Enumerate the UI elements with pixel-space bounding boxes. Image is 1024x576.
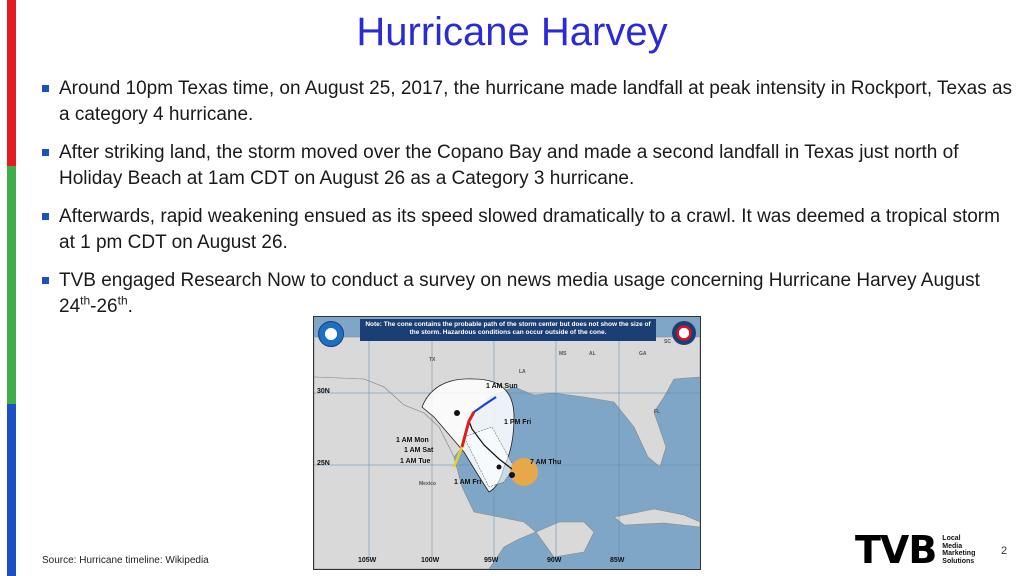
label-mexico: Mexico [419, 481, 436, 487]
noaa-logo-icon [318, 321, 344, 347]
label-1am-fri: 1 AM Fri [454, 479, 482, 486]
bullet-square-icon [42, 213, 49, 220]
bullet-text-mid: -26 [90, 296, 118, 317]
side-bar-green [7, 166, 16, 404]
bullet-text: Around 10pm Texas time, on August 25, 2017, the hurricane made landfall at peak intensity in Rockport, Texas as a category 4 hurricane. [59, 78, 1013, 125]
side-color-bar [0, 0, 16, 576]
bullet-item [40, 204, 1020, 256]
logo-line: Media [942, 542, 963, 550]
page-number: 2 [1001, 545, 1008, 557]
label-fl: FL [654, 409, 661, 415]
label-7am-thu: 7 AM Thu [530, 459, 562, 466]
label-la: LA [519, 369, 526, 375]
source-citation: Source: Hurricane timeline: Wikipedia [42, 555, 209, 566]
map-note: Note: The cone contains the probable path of the storm center but does not show the size of the storm. Hazardous conditions can occur outside of the cone. [360, 319, 656, 341]
label-ga: GA [639, 351, 647, 357]
bullet-square-icon [42, 277, 49, 284]
label-1am-sat: 1 AM Sat [404, 447, 434, 454]
nws-logo-icon [672, 321, 696, 345]
tvb-logo [855, 528, 976, 572]
tvb-logo-tagline [942, 535, 975, 565]
label-lon-105w: 105W [358, 557, 377, 564]
bullet-text: Afterwards, rapid weakening ensued as its speed slowed dramatically to a crawl. It was deemed a tropical storm at 1 pm CDT on August 26. [59, 206, 1000, 253]
label-lon-95w: 95W [484, 557, 499, 564]
label-ms: MS [559, 351, 567, 357]
bullet-item [40, 76, 1020, 128]
bullet-text-pre: TVB engaged Research Now to conduct a survey on news media usage concerning Hurricane Harvey August 24 [59, 270, 980, 317]
bullet-text-post: . [127, 296, 133, 317]
logo-line: Solutions [942, 557, 975, 565]
side-bar-blue [7, 404, 16, 576]
label-sc: SC [664, 339, 671, 345]
label-1am-tue: 1 AM Tue [400, 458, 431, 465]
tvb-logo-mark: TVB [855, 528, 937, 572]
hurricane-forecast-map [313, 316, 701, 570]
slide-title: Hurricane Harvey [356, 10, 668, 54]
bullet-square-icon [42, 149, 49, 156]
logo-line: Marketing [942, 550, 976, 557]
bullet-list [40, 76, 1020, 332]
logo-line: Local [942, 535, 961, 542]
label-1am-mon: 1 AM Mon [396, 437, 429, 444]
bullet-item [40, 140, 1020, 192]
label-1am-sun: 1 AM Sun [486, 383, 518, 390]
label-lon-100w: 100W [421, 557, 440, 564]
bullet-square-icon [42, 85, 49, 92]
label-lon-85w: 85W [610, 557, 625, 564]
label-1pm-fri: 1 PM Fri [504, 419, 532, 426]
ordinal-suffix: th [117, 293, 128, 308]
bullet-item [40, 268, 1020, 320]
label-tx: TX [429, 357, 436, 363]
bullet-text: After striking land, the storm moved over the Copano Bay and made a second landfall in Texas just north of Holiday Beach at 1am CDT on August 26 as a Category 3 hurricane. [59, 142, 959, 189]
label-lat-25n: 25N [317, 460, 330, 467]
label-lon-90w: 90W [547, 557, 562, 564]
label-al: AL [589, 351, 596, 357]
label-lat-30n: 30N [317, 388, 330, 395]
ordinal-suffix: th [80, 293, 91, 308]
